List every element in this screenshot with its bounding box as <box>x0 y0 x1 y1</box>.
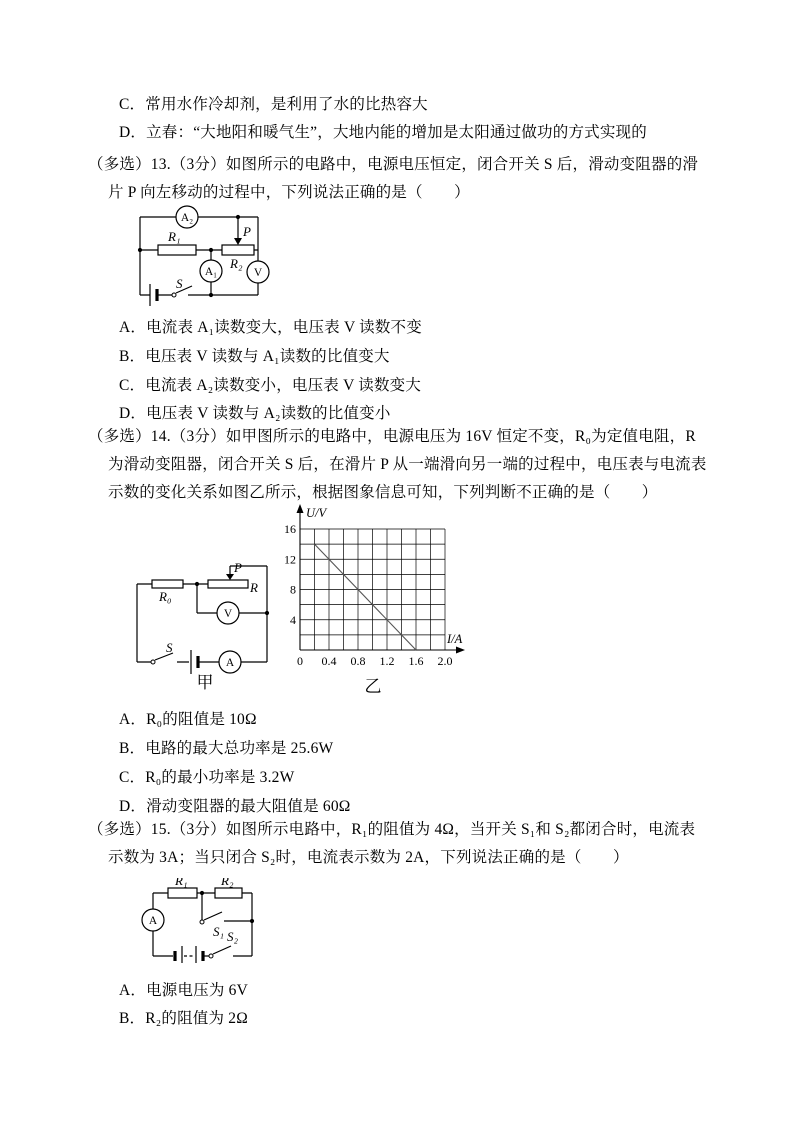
figure-caption-yi: 乙 <box>364 677 382 696</box>
x-tick-label: 2.0 <box>437 654 453 668</box>
q14-stem-line-2: 为滑动变阻器，闭合开关 S 后，在滑片 P 从一端滑向另一端的过程中，电压表与电流表 <box>108 456 707 473</box>
switch-s-label: S <box>166 640 173 655</box>
q13-stem-line-1: （多选）13.（3分）如图所示的电路中，电源电压恒定，闭合开关 S 后，滑动变阻器的滑 <box>88 156 699 173</box>
q14-option-d: D．滑动变阻器的最大阻值是 60Ω <box>119 798 351 815</box>
resistor-r1-label: R₁ <box>175 878 188 888</box>
switch-pivot <box>151 660 155 664</box>
q14-stem-line-1: （多选）14.（3分）如甲图所示的电路中，电源电压为 16V 恒定不变，R₀为定值电阻，R <box>88 428 696 445</box>
q14-option-b: B．电路的最大总功率是 25.6W <box>119 740 334 757</box>
resistor-r0-label: R₀ <box>159 589 172 604</box>
q15-stem-line-2: 示数为 3A；当只闭合 S₂时，电流表示数为 2A，下列说法正确的是（ ） <box>108 849 629 866</box>
y-axis-label: U/V <box>306 506 327 520</box>
q13-stem-line-2: 片 P 向左移动的过程中，下列说法正确的是（ ） <box>108 184 470 201</box>
circuit-diagram-q15 <box>125 878 265 963</box>
ui-graph-figure <box>278 500 468 672</box>
y-tick-label: 4 <box>290 612 296 627</box>
resistor-r1 <box>168 888 197 898</box>
x-axis-arrow <box>456 647 465 654</box>
figure-caption-jia: 甲 <box>196 673 214 692</box>
q13-option-b: B．电压表 V 读数与 A₁读数的比值变大 <box>119 348 390 365</box>
slider-p-label: P <box>243 224 251 239</box>
circuit15-wires <box>153 893 252 963</box>
q12-option-c: C．常用水作冷却剂，是利用了水的比热容大 <box>119 96 428 113</box>
x-tick-label: 0.4 <box>321 654 337 668</box>
resistor-r2 <box>215 888 242 898</box>
voltmeter-v-label: V <box>223 608 233 620</box>
switch-s-label: S <box>176 276 183 291</box>
data-line <box>315 544 417 650</box>
ammeter-a2-label: A₂ <box>180 212 194 224</box>
switch-s1-pivot <box>200 920 204 924</box>
x-tick-label: 1.6 <box>408 654 424 668</box>
q14-option-c: C．R₀的最小功率是 3.2W <box>119 769 295 786</box>
rheostat-r-label: R <box>250 580 258 595</box>
x-axis-label: I/A <box>447 632 463 646</box>
rheostat-r2 <box>222 245 254 255</box>
resistor-r1 <box>158 245 196 255</box>
q15-stem-line-1: （多选）15.（3分）如图所示电路中，R₁的阻值为 4Ω，当开关 S₁和 S₂都闭合时，电流表 <box>88 821 696 838</box>
voltmeter-v-label: V <box>253 267 263 279</box>
rheostat-r2-label: R₂ <box>230 256 243 271</box>
slider-p-label: P <box>234 560 242 575</box>
q13-option-a: A．电流表 A₁读数变大，电压表 V 读数不变 <box>119 319 422 336</box>
y-axis-arrow <box>297 504 304 513</box>
switch-s2-pivot <box>209 954 213 958</box>
q15-option-b: B．R₂的阻值为 2Ω <box>119 1010 248 1027</box>
q13-option-c: C．电流表 A₂读数变小，电压表 V 读数变大 <box>119 377 422 394</box>
switch-pivot <box>172 293 176 297</box>
slider-arrow-q13 <box>234 238 242 245</box>
switch-s2-lever <box>213 946 231 954</box>
q13-option-d: D．电压表 V 读数与 A₂读数的比值变小 <box>119 405 391 422</box>
ammeter-a-label: A <box>225 657 235 669</box>
x-tick-label: 0.8 <box>350 654 366 668</box>
q14-option-a: A．R₀的阻值是 10Ω <box>119 711 257 728</box>
q12-option-d: D．立春：“大地阳和暖气生”，大地内能的增加是太阳通过做功的方式实现的 <box>119 124 647 141</box>
x-tick-label: 0 <box>297 654 303 668</box>
circuit-diagram-q13 <box>130 200 270 312</box>
y-tick-label: 8 <box>290 582 296 597</box>
ammeter-a1-label: A₁ <box>204 266 218 278</box>
x-tick-label: 1.2 <box>379 654 395 668</box>
resistor-r2-label: R₂ <box>221 878 234 888</box>
q15-option-a: A．电源电压为 6V <box>119 982 249 999</box>
y-tick-label: 16 <box>284 522 296 536</box>
switch-s2-label: S₂ <box>227 929 239 944</box>
switch-s1-label: S₁ <box>213 924 225 939</box>
resistor-r0 <box>152 580 183 588</box>
y-tick-label: 12 <box>284 552 296 567</box>
switch-s1-lever <box>204 912 222 920</box>
q14-stem-line-3: 示数的变化关系如图乙所示，根据图象信息可知，下列判断不正确的是（ ） <box>108 484 658 501</box>
rheostat-r <box>208 580 248 588</box>
ammeter-a-label: A <box>148 915 158 927</box>
resistor-r1-label: R₁ <box>168 229 181 244</box>
slider-arrow-q14 <box>226 574 234 580</box>
